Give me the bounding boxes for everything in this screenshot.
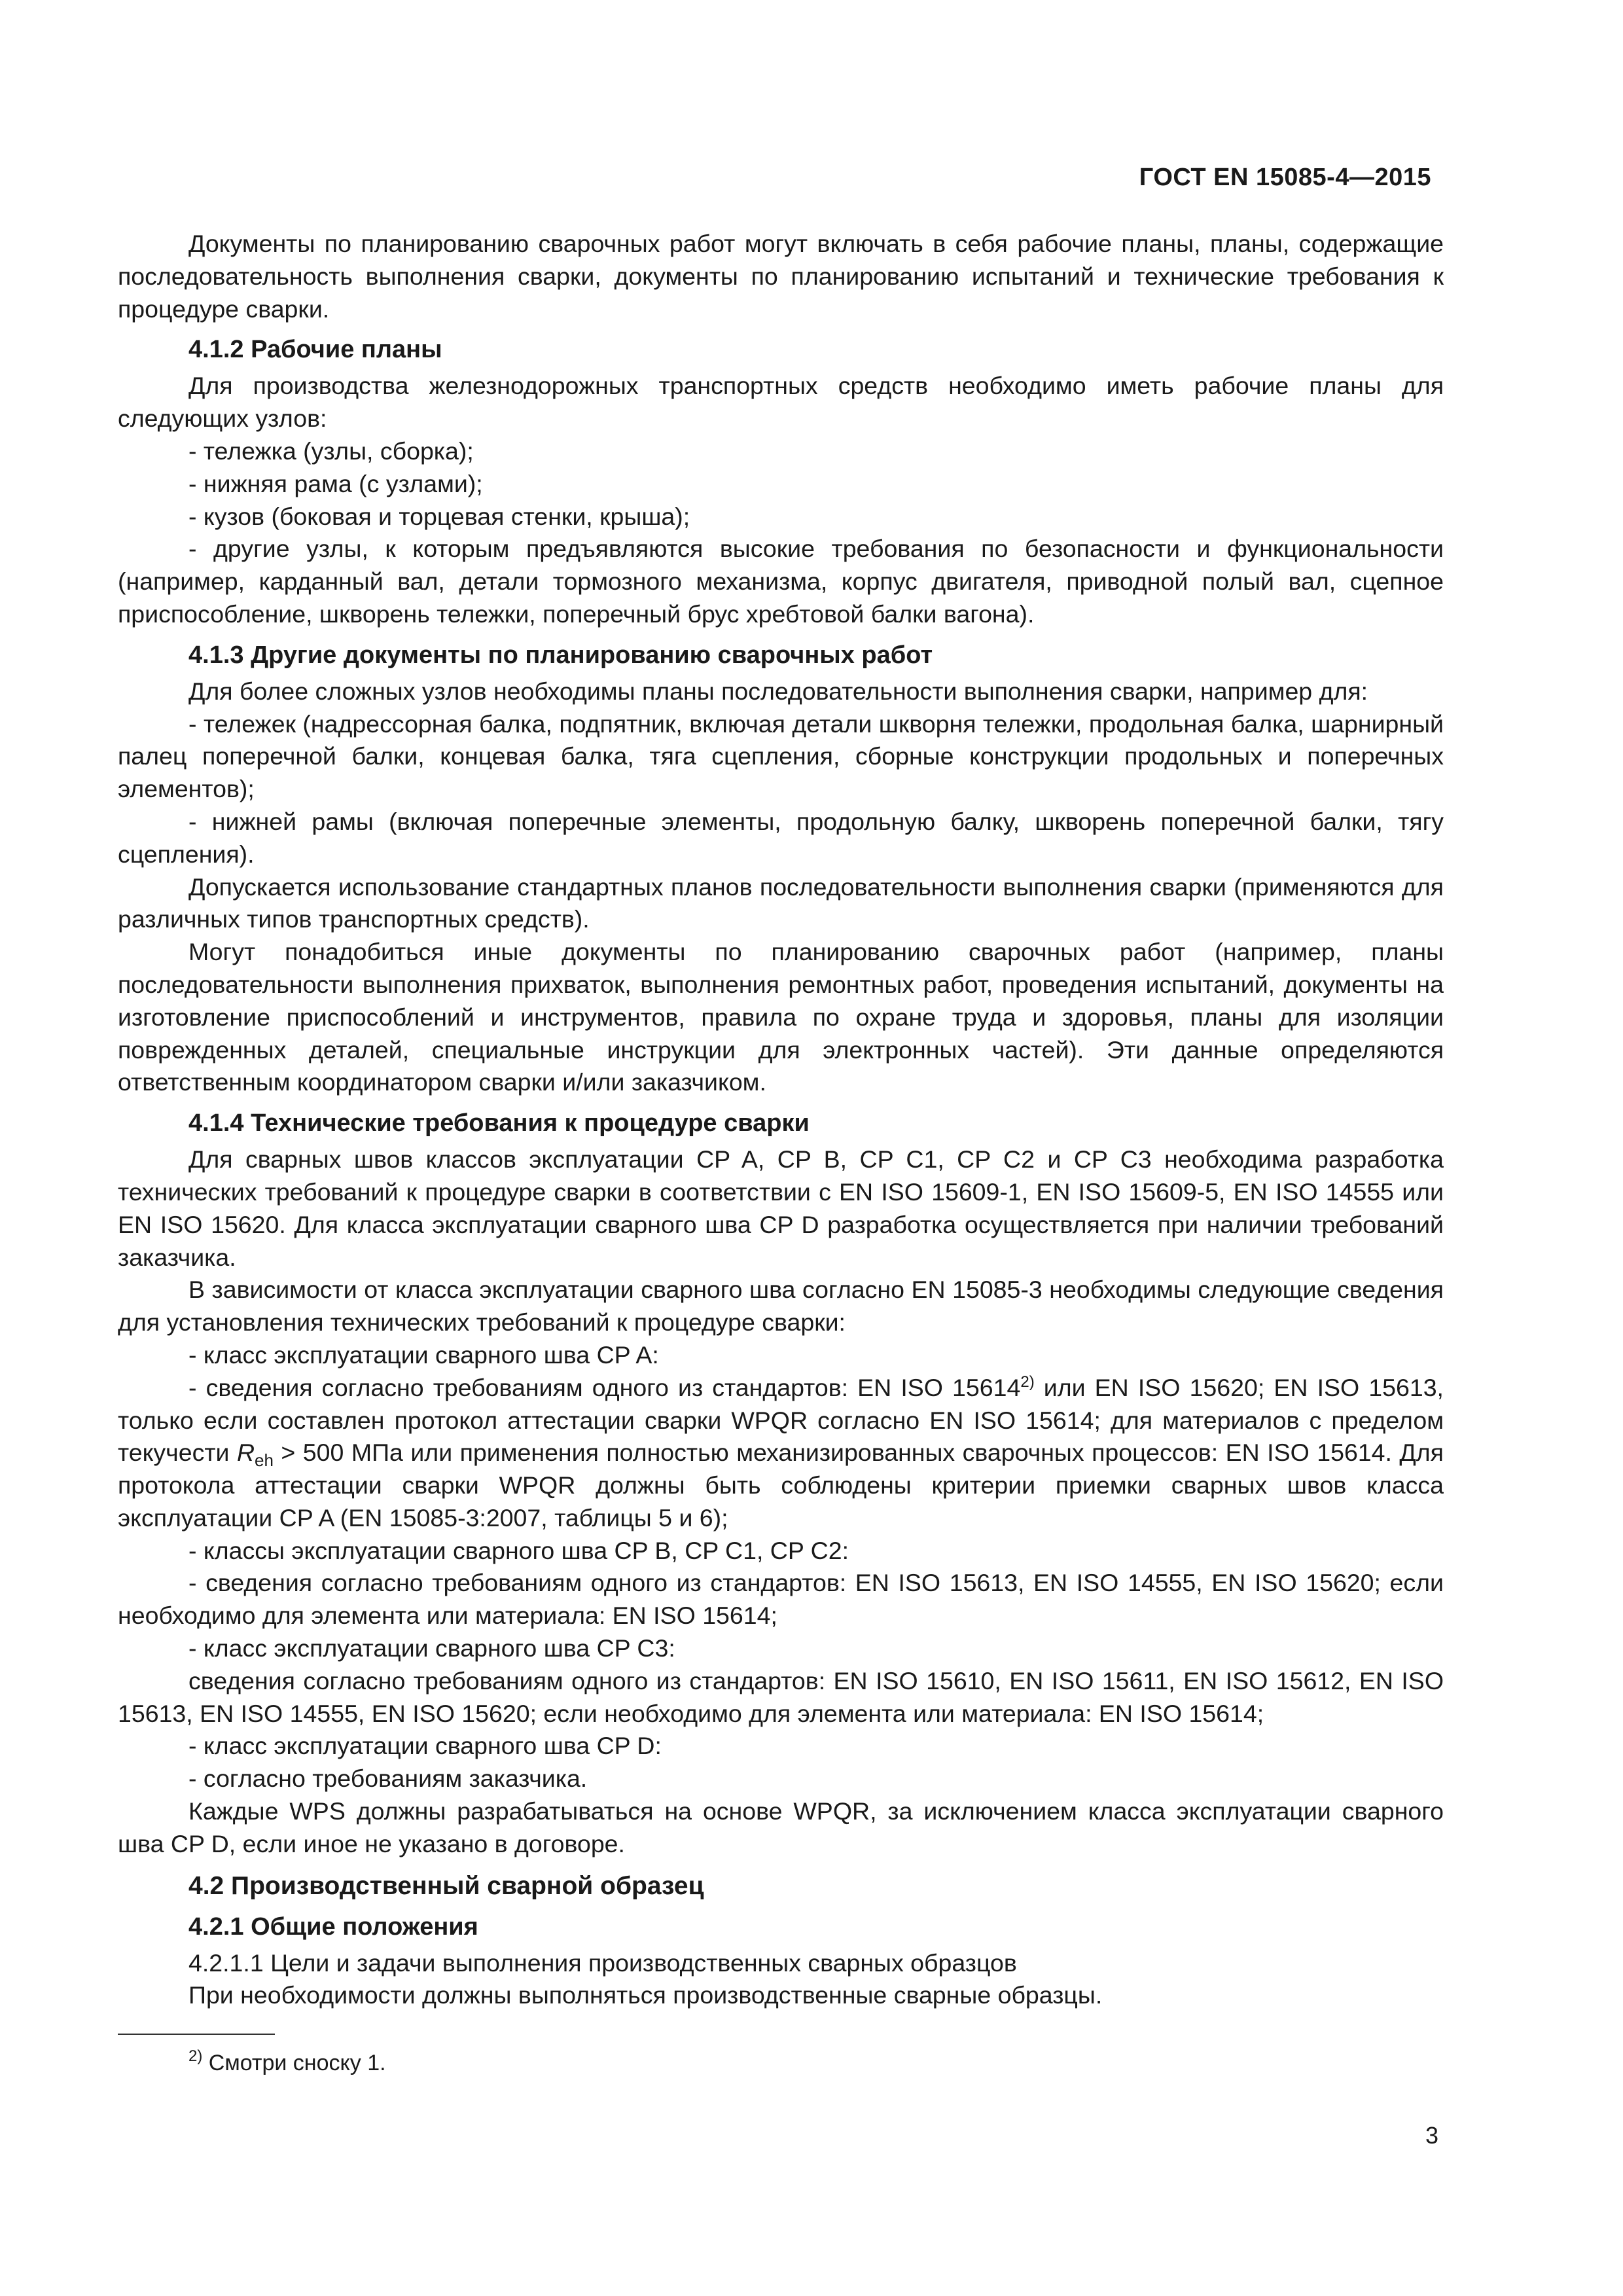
text-run: или EN ISO 15620; EN ISO 15613, только если составлен протокол аттестации сварки WPQR согласно EN ISO 15614; для материалов с пределом текучести	[118, 1373, 1444, 1467]
list-item: - тележек (надрессорная балка, подпятник, включая детали шкворня тележки, продольная балка, шарнирный палец поперечной балки, концевая балка, тяга сцепления, сборные конструкции продольных и поперечных элементов);	[118, 709, 1444, 803]
list-item: сведения согласно требованиям одного из стандартов: EN ISO 15610, EN ISO 15611, EN ISO 15612, EN ISO 15613, EN ISO 14555, EN ISO 15620; если необходимо для элемента или материала: EN ISO 15614;	[118, 1666, 1444, 1727]
paragraph-4-2-1-1: При необходимости должны выполняться производственные сварные образцы.	[188, 1981, 1103, 2009]
section-heading-4-2: 4.2 Производственный сварной образец	[188, 1871, 704, 1900]
list-item: - класс эксплуатации сварного шва CP C3:	[188, 1634, 675, 1662]
footnote	[188, 2049, 386, 2077]
subsection-title-4-2-1-1: 4.2.1.1 Цели и задачи выполнения производственных сварных образцов	[188, 1948, 1017, 1977]
list-item: - согласно требованиям заказчика.	[188, 1765, 588, 1793]
list-item: - тележка (узлы, сборка);	[188, 437, 474, 465]
list-item: - другие узлы, к которым предъявляются высокие требования по безопасности и функциональности (например, карданный вал, детали тормозного механизма, корпус двигателя, приводной полый вал, сцепное приспособление, шкворень тележки, поперечный брус хребтовой балки вагона).	[118, 535, 1444, 628]
paragraph-4-1-4-c: Каждые WPS должны разрабатываться на основе WPQR, за исключением класса эксплуатации сварного шва CP D, если иное не указано в договоре.	[118, 1797, 1444, 1857]
section-heading-4-2-1: 4.2.1 Общие положения	[188, 1912, 478, 1941]
paragraph-intro: Документы по планированию сварочных работ могут включать в себя рабочие планы, планы, содержащие последовательность выполнения сварки, документы по планированию испытаний и технические требования к процедуре сварки.	[118, 230, 1444, 323]
section-heading-4-1-4: 4.1.4 Технические требования к процедуре сварки	[188, 1109, 810, 1138]
paragraph-4-1-3: Для более сложных узлов необходимы планы последовательности выполнения сварки, например для:	[188, 677, 1368, 705]
text-run: > 500 МПа или применения полностью механизированных сварочных процессов: EN ISO 15614. Для протокола аттестации сварки WPQR должны быть соблюдены критерии приемки сварных швов класса эксплуатации CP A (EN 15085-3:2007, таблицы 5 и 6);	[118, 1439, 1444, 1532]
paragraph-4-1-2: Для производства железнодорожных транспортных средств необходимо иметь рабочие планы для следующих узлов:	[118, 372, 1444, 433]
list-item: - кузов (боковая и торцевая стенки, крыша);	[188, 502, 690, 530]
list-item: - нижняя рама (с узлами);	[188, 469, 483, 497]
text-run: - сведения согласно требованиям одного из стандартов: EN ISO 15614	[188, 1373, 1021, 1401]
document-header: ГОСТ EN 15085-4—2015	[1139, 164, 1431, 191]
footnote-divider	[118, 2034, 275, 2035]
list-item: - сведения согласно требованиям одного из стандартов: EN ISO 15613, EN ISO 14555, EN ISO 15620; если необходимо для элемента или материала: EN ISO 15614;	[118, 1569, 1444, 1630]
paragraph-4-1-3-c: Могут понадобиться иные документы по планированию сварочных работ (например, планы последовательности выполнения прихваток, выполнения ремонтных работ, проведения испытаний, документы на изготовление приспособлений и инструментов, правила по охране труда и здоровья, планы для изоляции поврежденных деталей, специальные инструкции для электронных частей). Эти данные определяются ответственным координатором сварки и/или заказчиком.	[118, 938, 1444, 1096]
footnote-marker: 2)	[188, 2047, 203, 2065]
list-item	[118, 1372, 1444, 1535]
symbol-subscript: eh	[255, 1450, 274, 1471]
paragraph-4-1-3-b: Допускается использование стандартных планов последовательности выполнения сварки (применяются для различных типов транспортных средств).	[118, 872, 1444, 933]
paragraph-4-1-4-a: Для сварных швов классов эксплуатации CP A, CP B, CP C1, CP C2 и CP C3 необходима разработка технических требований к процедуре сварки в соответствии с EN ISO 15609-1, EN ISO 15609-5, EN ISO 14555 или EN ISO 15620. Для класса эксплуатации сварного шва CP D разработка осуществляется при наличии требований заказчика.	[118, 1145, 1444, 1271]
list-item: - классы эксплуатации сварного шва CP B, CP C1, CP C2:	[188, 1536, 849, 1564]
section-heading-4-1-2: 4.1.2 Рабочие планы	[188, 336, 442, 364]
symbol-R: R	[236, 1439, 255, 1467]
list-item: - класс эксплуатации сварного шва CP A:	[188, 1340, 659, 1369]
page-number: 3	[1425, 2122, 1438, 2149]
footnote-reference: 2)	[1020, 1372, 1035, 1391]
list-item: - нижней рамы (включая поперечные элементы, продольную балку, шкворень поперечной балки, тягу сцепления).	[118, 807, 1444, 868]
section-heading-4-1-3: 4.1.3 Другие документы по планированию сварочных работ	[188, 641, 933, 669]
document-body	[118, 228, 1444, 2012]
list-item: - класс эксплуатации сварного шва CP D:	[188, 1732, 662, 1760]
footnote-text: Смотри сноску 1.	[202, 2051, 386, 2075]
paragraph-4-1-4-b: В зависимости от класса эксплуатации сварного шва согласно EN 15085-3 необходимы следующие сведения для установления технических требований к процедуре сварки:	[118, 1276, 1444, 1336]
